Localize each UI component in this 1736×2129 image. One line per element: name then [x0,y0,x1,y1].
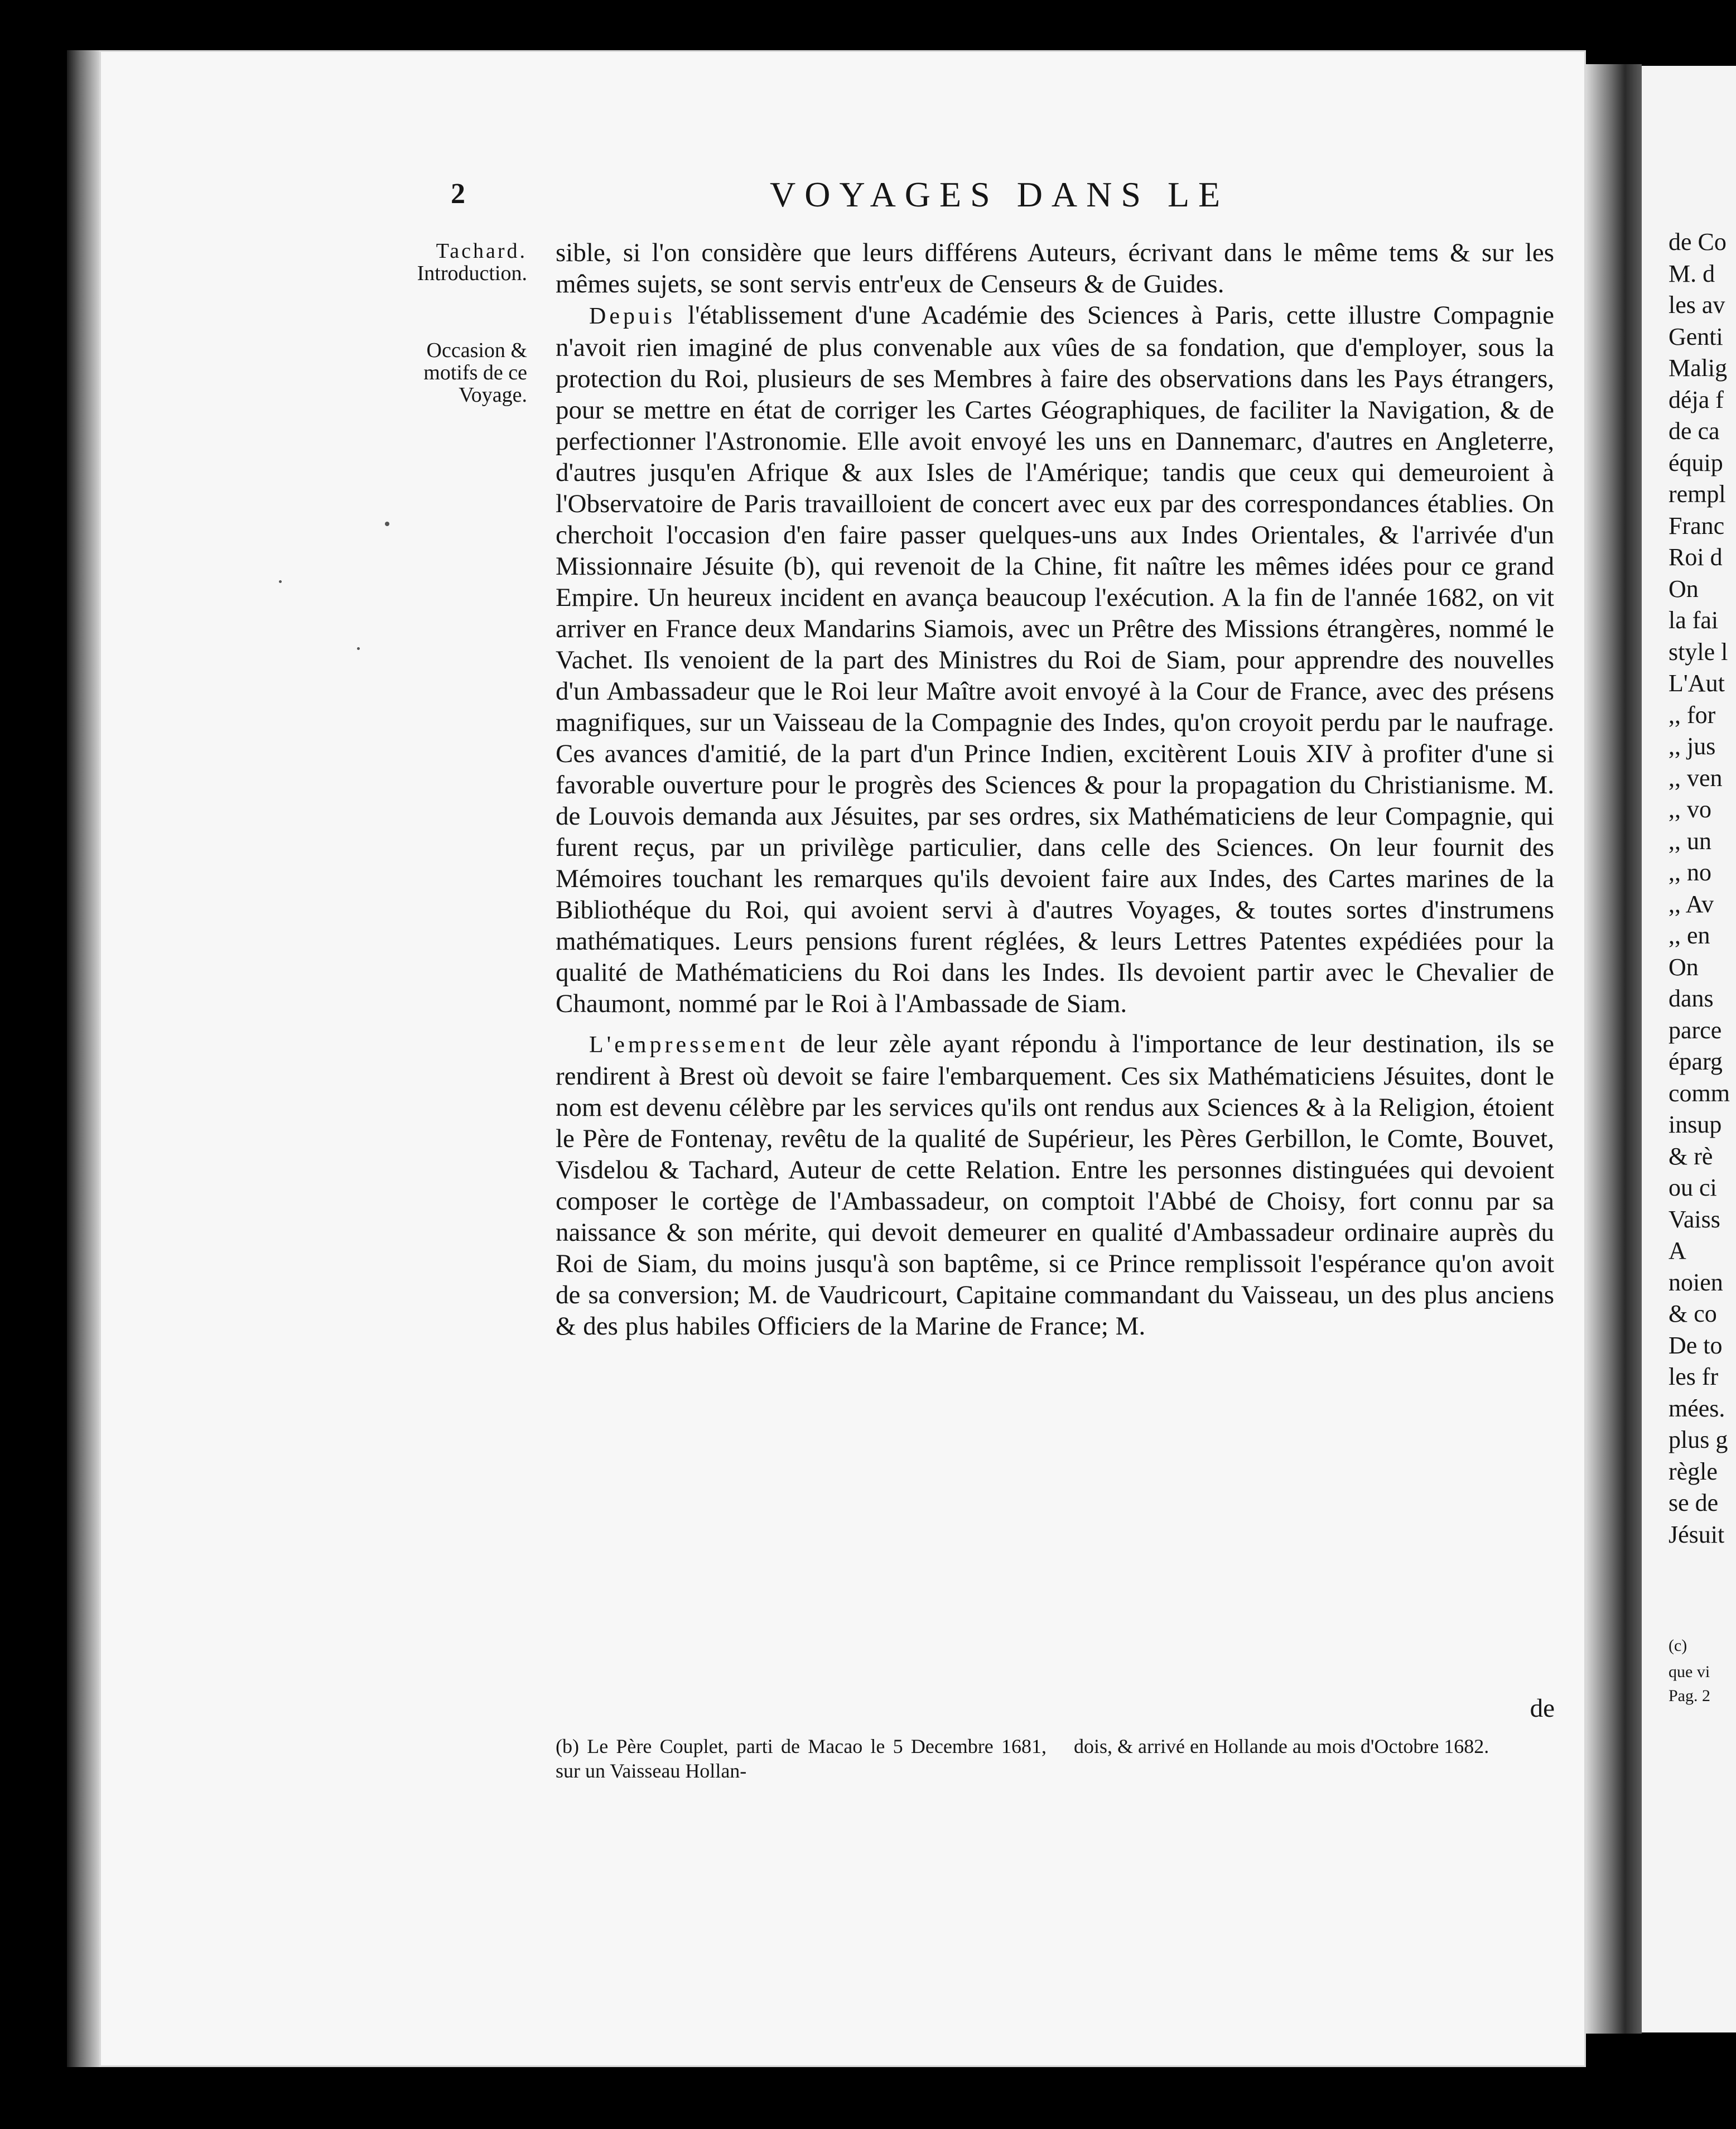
running-head: VOYAGES DANS LE [770,175,1229,214]
facing-page-line: ,, en [1669,922,1710,949]
facing-page-line: mées. [1669,1394,1725,1422]
margin-author-name: Tachard. [436,239,527,263]
facing-page-line: ,, vo [1669,796,1711,823]
margin-topic-line: motifs de ce [423,361,527,384]
facing-page-line: De to [1669,1331,1723,1359]
facing-page-line: la fai [1669,606,1719,634]
facing-page-line: A [1669,1237,1686,1264]
facing-page-line: comm [1669,1079,1730,1107]
facing-page-line: déja f [1669,386,1724,413]
facing-page-line: M. d [1669,259,1715,287]
margin-note-topic [385,339,527,406]
facing-page-line: rempl [1669,480,1726,508]
facing-page-line: On [1669,575,1699,603]
facing-page-line: de Co [1669,228,1727,256]
facing-page-line: & rè [1669,1142,1713,1170]
book-spine [1586,64,1642,2034]
footnote-right: dois, & arrivé en Hollande au mois d'Octobre 1682. [1074,1735,1489,1757]
facing-page-line: On [1669,953,1699,981]
facing-page-line: style l [1669,638,1728,666]
footnote-left: (b) Le Père Couplet, parti de Macao le 5 Decembre 1681, sur un Vaisseau Hollan- [556,1735,1047,1782]
facing-page-line: plus g [1669,1426,1728,1453]
facing-page-line: ,, jus [1669,733,1716,760]
paragraph-lead-word: L'empressement [589,1032,789,1058]
margin-note-author [385,240,527,285]
facing-page-line: dans [1669,985,1714,1012]
ink-speck [385,522,389,526]
facing-page-line: & co [1669,1300,1717,1327]
ink-speck [357,647,360,650]
facing-page-note: (c) [1669,1636,1687,1655]
facing-page-line: Roi d [1669,543,1723,571]
facing-page-line: Vaiss [1669,1205,1720,1233]
facing-page-line: ,, no [1669,859,1711,886]
facing-page-line: ,, Av [1669,890,1714,918]
paragraph-text: de leur zèle ayant répondu à l'importance de leur destination, ils se rendirent à Brest où devoit se faire l'embarquement. Ces six Mathématiciens Jésuites, dont le nom est devenu célèbre par les services qu'ils ont rendus aux Sciences & à la Religion, étoient le Père de Fontenay, revêtu de la qualité de Supérieur, les Pères Gerbillon, le Comte, Bouvet, Visdelou & Tachard, Auteur de cette Relation. Entre les personnes distinguées qui devoient composer le cortège de l'Ambassadeur, on comptoit l'Abbé de Choisy, fort connu par sa naissance & son mérite, qui devoit demeurer en qualité d'Ambassadeur ordinaire auprès du Roi de Siam, du moins jusqu'à son baptême, si ce Prince remplissoit l'espérance qu'on avoit de sa conversion; M. de Vaudricourt, Capitaine commandant du Vaisseau, un des plus anciens & des plus habiles Officiers de la Marine de France; M. [556,1029,1554,1341]
facing-page-line: Malig [1669,354,1728,382]
paragraph [556,1028,1554,1342]
facing-page-line: ,, un [1669,827,1711,855]
facing-page-line: Jésuit [1669,1520,1725,1548]
margin-topic-line: Voyage. [459,383,527,407]
facing-page-line: se de [1669,1489,1719,1516]
facing-page-line: éparg [1669,1048,1723,1075]
page-edge-shadow [67,50,99,2067]
facing-page-line: Genti [1669,322,1723,350]
facing-page-line: insup [1669,1111,1722,1138]
facing-page-line: ,, for [1669,701,1716,729]
facing-page-line: les fr [1669,1363,1719,1390]
facing-page-line: règle [1669,1457,1718,1485]
facing-page-note: Pag. 2 [1669,1687,1710,1705]
catchword: de [1530,1694,1555,1723]
paragraph: sible, si l'on considère que leurs différens Auteurs, écrivant dans le même tems & sur les mêmes sujets, se sont servis entr'eux de Censeurs & de Guides. [556,238,1554,298]
ink-speck [279,580,282,583]
facing-page-note: que vi [1669,1663,1710,1681]
facing-page-line: Franc [1669,512,1725,540]
main-text [556,237,1554,1342]
facing-page-line: équip [1669,449,1723,476]
paragraph-lead-word: Depuis [589,304,676,329]
facing-page-line: de ca [1669,417,1720,445]
facing-page-line: noien [1669,1268,1723,1296]
margin-topic-line: Occasion & [426,339,527,362]
facing-page-line: ,, ven [1669,764,1723,792]
facing-page [1642,66,1736,2032]
paragraph-text: l'établissement d'une Académie des Sciences à Paris, cette illustre Compagnie n'avoit rien imaginé de plus convenable aux vûes de sa fondation, que d'employer, sous la protection du Roi, plusieurs de ses Membres à faire des observations dans les Pays étrangers, pour se mettre en état de corriger les Cartes Géographiques, de faciliter la Navigation, & de perfectionner l'Astronomie. Elle avoit envoyé les uns en Dannemarc, d'autres en Angleterre, d'autres jusqu'en Afrique & aux Isles de l'Amérique; tandis que ceux qui demeuroient à l'Observatoire de Paris travailloient de concert avec eux par des correspondances établies. On cherchoit l'occasion d'en faire passer quelques-uns aux Indes Orientales, & l'arrivée d'un Missionnaire Jésuite (b), qui revenoit de la Chine, fit naître les mêmes idées pour ce grand Empire. Un heureux incident en avança beaucoup l'exécution. A la fin de l'année 1682, on vit arriver en France deux Mandarins Siamois, avec un Prêtre des Missions étrangères, nommé le Vachet. Ils venoient de la part des Ministres du Roi de Siam, pour apprendre des nouvelles d'un Ambassadeur que le Roi leur Maître avoit envoyé à la Cour de France, avec des présens magnifiques, sur un Vaisseau de la Compagnie des Indes, qu'on croyoit perdu par le naufrage. Ces avances d'amitié, de la part d'un Prince Indien, excitèrent Louis XIV à profiter d'une si favorable ouverture pour le progrès des Sciences & pour la propagation du Christianisme. M. de Louvois demanda aux Jésuites, par ses ordres, six Mathématiciens de leur Compagnie, qui furent reçus, par un privilège particulier, dans celle des Sciences. On leur fournit des Mémoires touchant les remarques qu'ils devoient faire aux Indes, des Cartes marines de la Bibliothéque du Roi, qui avoient servi à d'autres Voyages, & toutes sortes d'instrumens mathématiques. Leurs pensions furent réglées, & leurs Lettres Patentes expédiées pour la qualité de Mathématiciens du Roi dans les Indes. Ils devoient partir avec le Chevalier de Chaumont, nommé par le Roi à l'Ambassade de Siam. [556,301,1554,1018]
facing-page-line: les av [1669,291,1725,319]
facing-page-line: L'Aut [1669,669,1725,697]
margin-section: Introduction. [417,262,527,285]
paragraph [556,300,1554,1019]
facing-page-line: parce [1669,1016,1722,1044]
page-number: 2 [451,178,465,210]
facing-page-line: ou ci [1669,1174,1717,1201]
